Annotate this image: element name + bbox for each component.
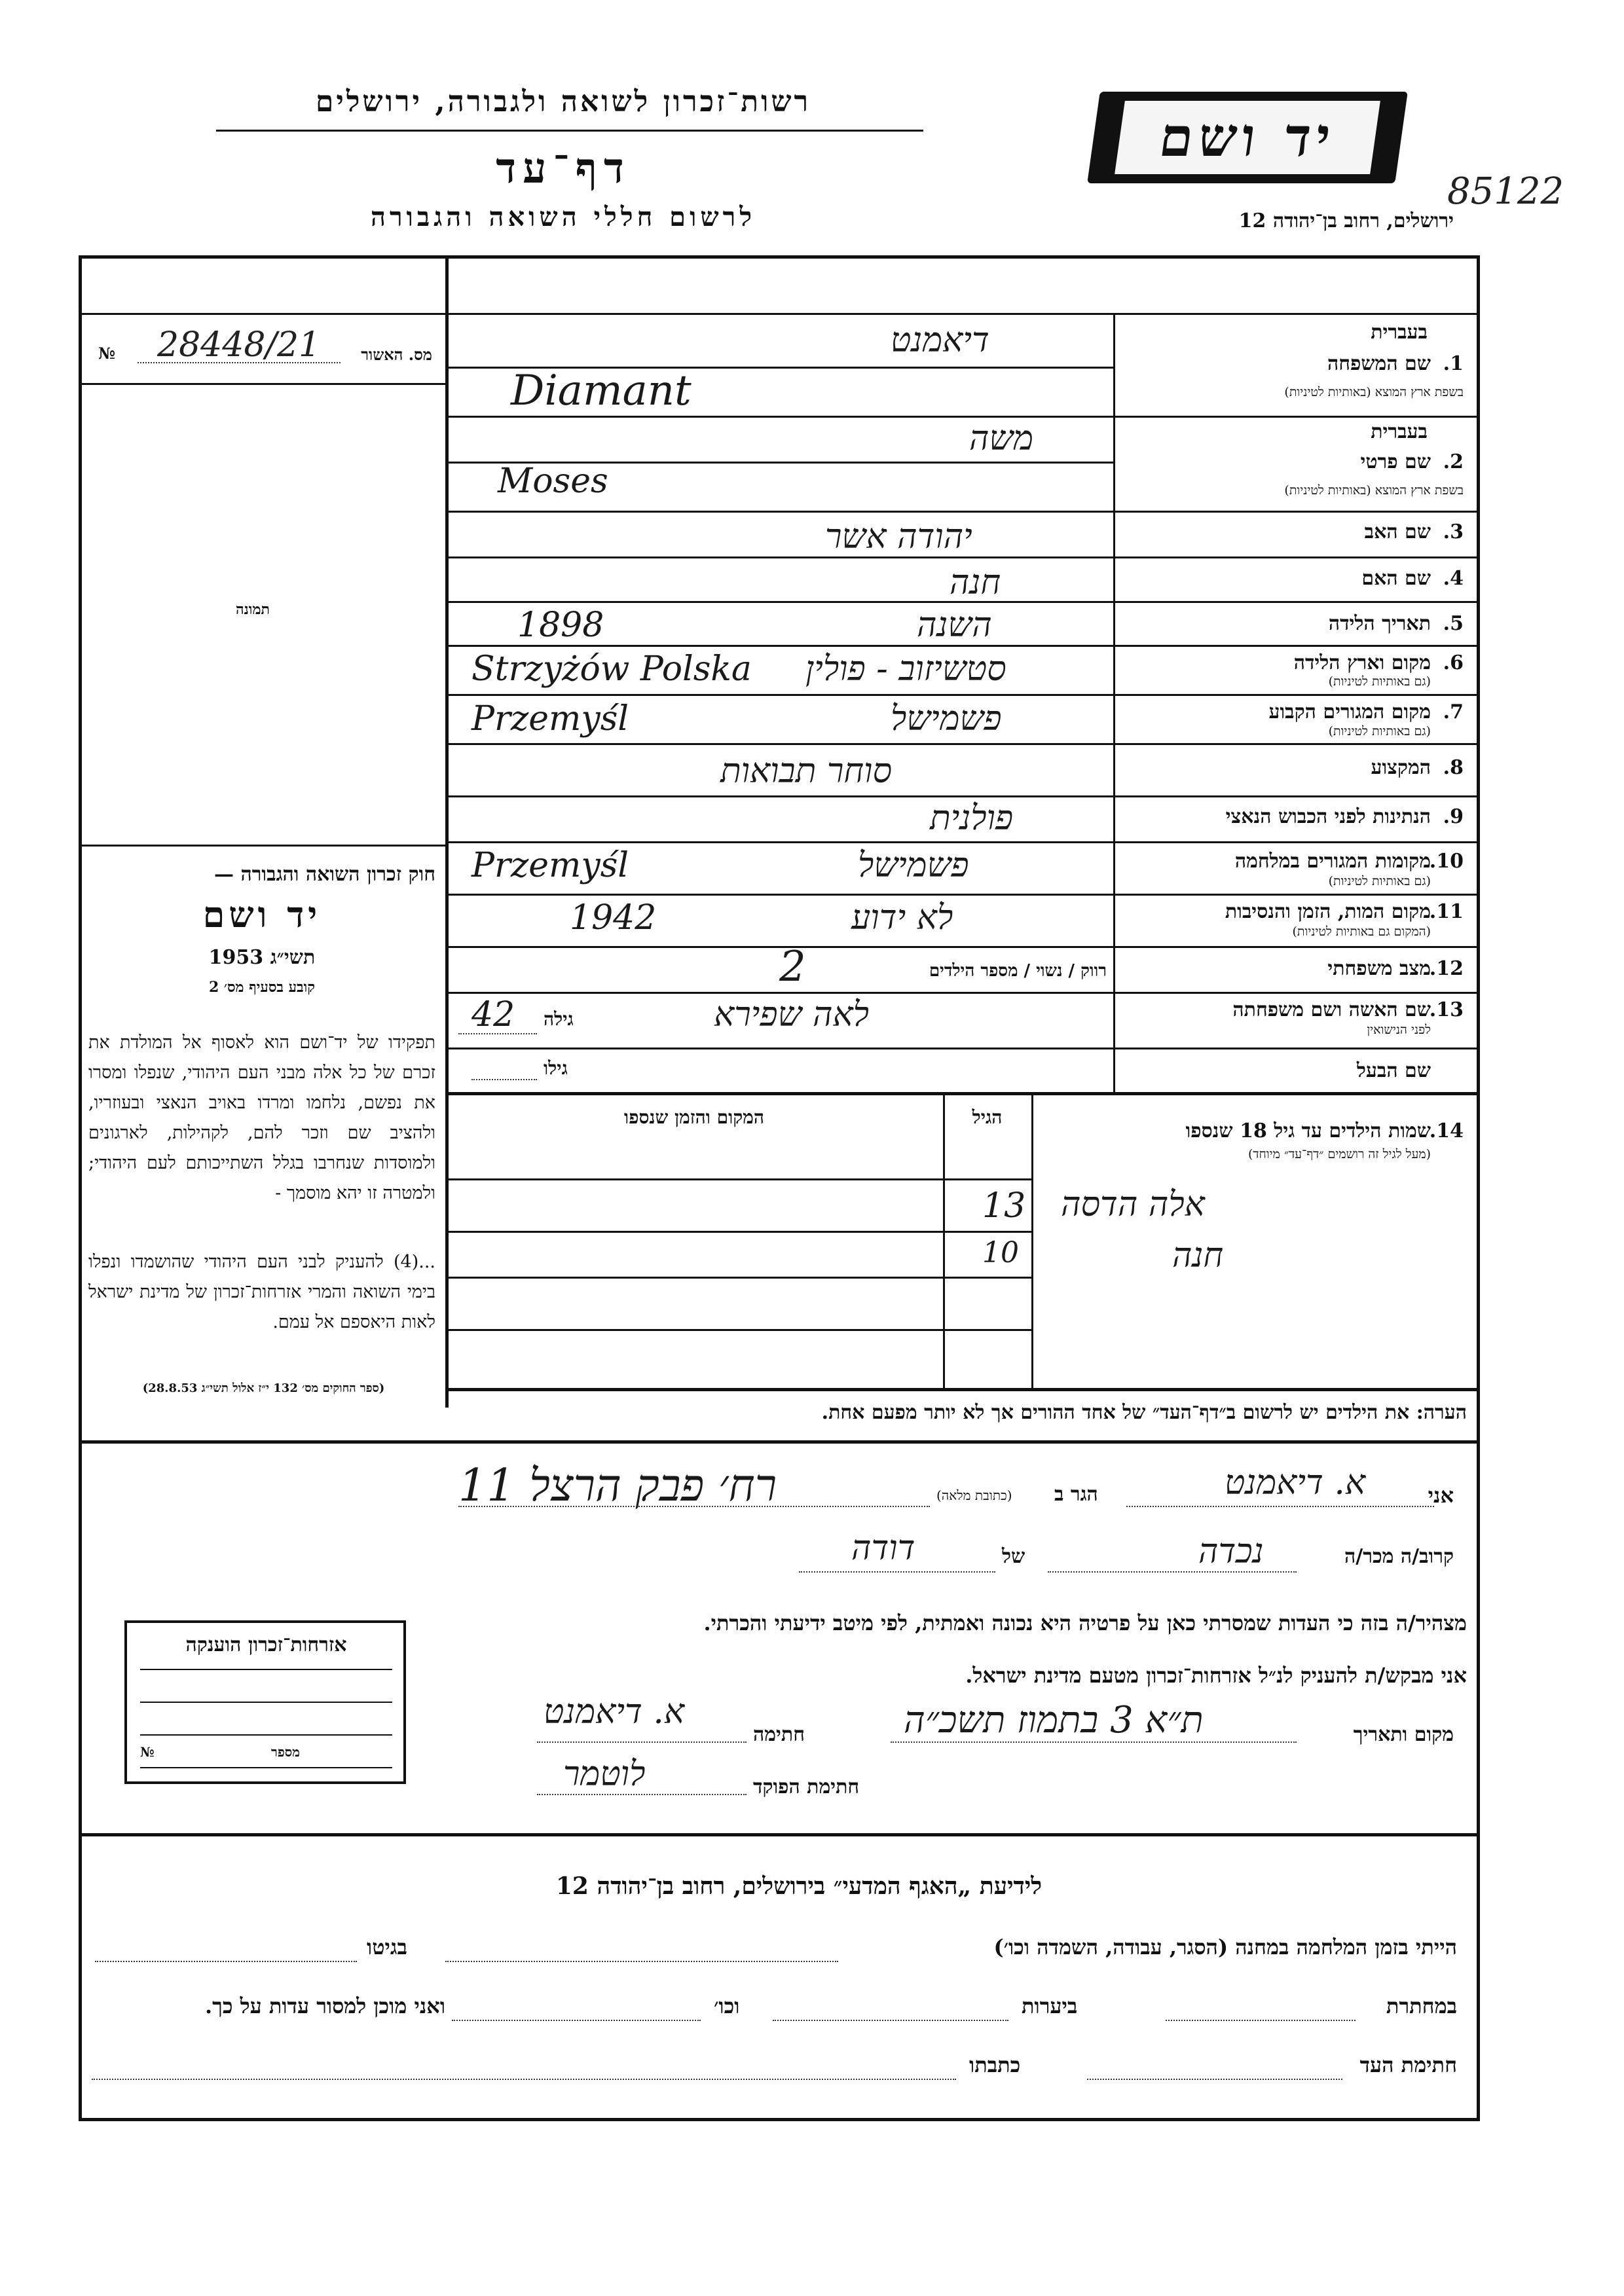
row-sep-12	[445, 992, 1480, 994]
photo-bottom-line	[79, 845, 445, 847]
officer-signature: לוטמר	[563, 1755, 646, 1794]
children-age-col-right	[1031, 1092, 1033, 1388]
field-7-note: (גם באותיות לטיניות)	[1328, 724, 1431, 738]
citizenship-box	[124, 1620, 406, 1784]
children-note: (מעל לגיל זה רושמים ״דף־עד״ מיוחד)	[1248, 1147, 1431, 1161]
declarant-address-dots	[458, 1506, 930, 1507]
field-2-note: בשפת ארץ המוצא (באותיות לטיניות)	[1284, 483, 1464, 498]
children-header-line	[445, 1178, 1031, 1180]
place-date-value: ת״א 3 בתמוז תשכ״ה	[904, 1699, 1204, 1741]
approval-dots	[138, 362, 341, 363]
footer-ghetto-dots	[95, 1961, 357, 1962]
declarant-relation-dots	[1048, 1571, 1297, 1573]
children-row-line-1	[445, 1231, 1031, 1233]
remark-text: הערה: את הילדים יש לרשום ב״דף־העד״ של אחד ההורים אך לא יותר מפעם אחת.	[821, 1401, 1467, 1424]
footer-line2-b: ביערות	[1022, 1994, 1078, 2018]
signature-dots	[537, 1741, 747, 1743]
declarant-relation-value: נכדה	[1198, 1532, 1264, 1571]
citizenship-line-2	[140, 1702, 392, 1703]
row-sep-1	[445, 416, 1480, 418]
law-clause: קובע בסעיף מס׳ 2	[208, 979, 316, 996]
declarant-statement: מצהיר/ה בזה כי העדות שמסרתי כאן על פרטיה היא נכונה ואמתית, לפי מיטב ידיעתי והכרתי.	[703, 1611, 1467, 1635]
handwritten-file-number: 85122	[1447, 170, 1564, 213]
approval-number-value: 28448/21	[157, 325, 321, 365]
field-2-value-hebrew: משה	[969, 419, 1034, 458]
field-13-value-hebrew: לאה שפירא	[714, 995, 869, 1034]
field-6-note: (גם באותיות לטיניות)	[1328, 674, 1431, 689]
field-12-label: מצב משפחתי	[1327, 957, 1431, 980]
field-7-value-latin: Przemyśl	[471, 699, 629, 738]
declarant-full-address: (כתובת מלאה)	[936, 1487, 1012, 1503]
row-sep-3	[445, 556, 1480, 558]
field-11-value-year: 1942	[570, 898, 657, 938]
field-7-label: מקום המגורים הקבוע	[1268, 701, 1431, 723]
footer-title: לידיעת „האגף המדעי״ בירושלים, רחוב בן־יהודה 12	[555, 1872, 1043, 1900]
row-sep-11	[445, 946, 1480, 948]
children-label: שמות הילדים עד גיל 18 שנספו	[1185, 1120, 1431, 1142]
child-1-name: אלה הדסה	[1061, 1185, 1205, 1224]
footer-etc-dots	[452, 2020, 701, 2021]
declarant-relation-label: קרוב/ה מכר/ה	[1344, 1545, 1454, 1568]
signature-label: חתימה	[753, 1723, 805, 1746]
field-13-num: 13.	[1429, 998, 1464, 1021]
footer-line2-a: במחתרת	[1386, 1994, 1457, 2018]
row-sep-9	[445, 841, 1480, 843]
children-row-line-3	[445, 1329, 1031, 1331]
footer-top-line	[79, 1833, 1480, 1836]
footer-line1-b: בגיטו	[367, 1935, 407, 1959]
field-3-value: יהודה אשר	[825, 517, 972, 556]
remark-bottom-line	[79, 1440, 1480, 1444]
field-11-num: 11.	[1429, 900, 1464, 923]
footer-underground-dots	[1166, 2020, 1356, 2021]
label-column-divider	[1113, 313, 1115, 1092]
children-age-col-left	[943, 1092, 945, 1388]
field-4-value: חנה	[950, 563, 1001, 602]
declarant-ani: אני	[1428, 1483, 1454, 1508]
husband-age-dots	[471, 1079, 537, 1080]
header-address: ירושלים, רחוב בן־יהודה 12	[1238, 210, 1454, 232]
footer-line2-d: ואני מוכן למסור עדות על כך.	[204, 1994, 445, 2018]
field-5-value-hebrew: השנה	[917, 606, 992, 645]
row-sep-14	[445, 1092, 1480, 1095]
child-2-age: 10	[982, 1236, 1019, 1269]
approval-label: מס. האשור	[361, 345, 432, 364]
declarant-address-value: רח׳ פבק הרצל 11	[458, 1460, 777, 1512]
field-13-note: לפני הנישואין	[1367, 1023, 1431, 1037]
field-5-label: תאריך הלידה	[1328, 612, 1431, 635]
field-10-value-latin: Przemyśl	[471, 846, 629, 885]
field-10-note: (גם באותיות לטיניות)	[1328, 874, 1431, 888]
footer-address-dots	[92, 2079, 956, 2080]
top-band-line	[79, 313, 1480, 315]
field-10-label: מקומות המגורים במלחמה	[1234, 850, 1431, 873]
husband-age-label: גילו	[544, 1057, 568, 1079]
authority-underline	[216, 130, 923, 132]
field-10-value-hebrew: פשמישל	[858, 846, 969, 885]
row-sep-8	[445, 795, 1480, 797]
row-sep-6	[445, 694, 1480, 696]
husband-label: שם הבעל	[1356, 1059, 1431, 1082]
declarant-resides: הגר ב	[1054, 1483, 1098, 1506]
place-date-dots	[891, 1741, 1297, 1743]
footer-camp-dots	[445, 1961, 838, 1962]
field-5-num: 5.	[1443, 612, 1464, 635]
authority-title: רשות־זכרון לשואה ולגבורה, ירושלים	[315, 85, 811, 118]
citizenship-no: №	[140, 1744, 155, 1760]
children-row-line-2	[445, 1277, 1031, 1279]
law-source: (ספר החוקים מס׳ 132 י״ז אלול תשי״ג 28.8.53)	[142, 1381, 385, 1395]
field-11-note: (המקום גם באותיות לטיניות)	[1292, 924, 1431, 939]
field-13-label: שם האשה ושם משפחתה	[1232, 998, 1431, 1021]
field-3-label: שם האב	[1364, 520, 1431, 543]
citizenship-line-4	[140, 1767, 392, 1768]
children-col-place: המקום והזמן שנספו	[624, 1106, 764, 1128]
law-body: תפקידו של יד־ושם הוא לאסוף אל המולדת את זכרם של כל אלה מבני העם היהודי, שנפלו ומסרו את נפשם, נלחמו ומרדו באויב הנאצי ובעוזריו, ולהציב שם וזכר להם, לקהילות, לארגונים ולמוסדות שנחרבו בגלל השתייכותם לעם היהודי; ולמטרה זו יהא מוסמך -	[88, 1032, 435, 1203]
field-8-num: 8.	[1443, 756, 1464, 779]
declarant-of-value: דודה	[851, 1529, 915, 1568]
law-name: יד ושם	[202, 894, 322, 936]
field-11-value-hebrew: לא ידוע	[851, 898, 953, 938]
declarant-request: אני מבקש/ת להעניק לנ״ל אזרחות־זכרון מטעם מדינת ישראל.	[965, 1663, 1467, 1688]
law-title: חוק זכרון השואה והגבורה —	[214, 863, 435, 886]
field-2-num: 2.	[1443, 450, 1464, 473]
field-2-label: שם פרטי	[1360, 450, 1431, 473]
row-sep-13	[445, 1048, 1480, 1049]
field-12-num: 12.	[1429, 957, 1464, 980]
field-5-value: 1898	[517, 606, 604, 645]
row-sep-5	[445, 645, 1480, 647]
left-column-divider	[445, 255, 449, 1408]
row-sep-10	[445, 894, 1480, 896]
field-13-age-label: גילה	[544, 1008, 574, 1030]
form-subtitle: לרשום חללי השואה והגבורה	[370, 202, 756, 232]
field-13-age-value: 42	[471, 995, 515, 1034]
citizenship-line-1	[140, 1669, 392, 1670]
field-1-value-hebrew: דיאמנט	[891, 321, 989, 360]
field-9-num: 9.	[1443, 805, 1464, 828]
field-4-num: 4.	[1443, 567, 1464, 590]
footer-line3-b: כתבתו	[969, 2052, 1021, 2077]
field-2-value-latin: Moses	[498, 462, 608, 501]
row-sep-2	[445, 511, 1480, 513]
approval-number-row	[85, 325, 439, 370]
declarant-of-label: של	[1002, 1545, 1025, 1568]
field-12-children-count: 2	[779, 943, 806, 991]
law-clause-4: ...(4) להעניק לבני העם היהודי שהושמדו ונפלו בימי השואה והמרי אזרחות־זכרון של מדינת ישראל לאות היאספם אל עמם.	[88, 1252, 435, 1332]
field-1-num: 1.	[1443, 352, 1464, 375]
field-10-num: 10.	[1429, 850, 1464, 873]
footer-forest-dots	[773, 2020, 1008, 2021]
child-2-name: חנה	[1172, 1236, 1224, 1275]
photo-label: תמונה	[236, 601, 270, 618]
citizenship-title: אזרחות־זכרון הוענקה	[185, 1633, 347, 1656]
children-num: 14.	[1429, 1120, 1464, 1142]
footer-witness-signature-dots	[1087, 2079, 1342, 2080]
field-4-label: שם האם	[1361, 567, 1431, 590]
field-1-value-latin: Diamant	[511, 367, 692, 415]
field-8-value: סוחר תבואות	[720, 752, 893, 791]
field-7-value-hebrew: פשמישל	[891, 699, 1002, 738]
logo-text: יד ושם	[1115, 101, 1380, 174]
row-sep-7	[445, 743, 1480, 745]
signature-value: א. דיאמנט	[544, 1692, 685, 1732]
place-date-label: מקום ותאריך	[1353, 1723, 1454, 1746]
officer-label: חתימת הפוקד	[753, 1776, 860, 1798]
field-1-label: שם המשפחה	[1327, 352, 1431, 375]
child-1-age: 13	[982, 1186, 1026, 1226]
declarant-name-dots	[1126, 1506, 1434, 1507]
citizenship-number-label: מספר	[271, 1744, 300, 1760]
field-8-label: המקצוע	[1371, 756, 1431, 779]
field-3-num: 3.	[1443, 520, 1464, 543]
citizenship-line-3	[140, 1734, 392, 1736]
field-13-age-dots	[458, 1033, 537, 1034]
field-6-label: מקום וארץ הלידה	[1293, 651, 1431, 674]
field-9-value: פולנית	[930, 799, 1014, 838]
field-2-hebrew-tag: בעברית	[1371, 420, 1428, 443]
footer-line1-a: הייתי בזמן המלחמה במחנה (הסגר, עבודה, השמדה וכו׳)	[993, 1935, 1457, 1959]
field-11-label: מקום המות, הזמן והנסיבות	[1225, 900, 1431, 923]
children-col-age: הגיל	[972, 1106, 1003, 1128]
field-7-num: 7.	[1443, 701, 1464, 723]
footer-line2-c: וכו׳	[714, 1994, 740, 2018]
officer-dots	[537, 1794, 747, 1795]
field-6-value-hebrew: סטשיזוב - פולין	[805, 649, 1006, 689]
approval-line	[79, 383, 445, 385]
children-bottom-line	[445, 1388, 1480, 1391]
field-1-note: בשפת ארץ המוצא (באותיות לטיניות)	[1284, 385, 1464, 399]
field-6-value-latin: Strzyżów Polska	[471, 649, 752, 689]
field-6-num: 6.	[1443, 651, 1464, 674]
field-12-status-text: רווק / נשוי / מספר הילדים	[929, 961, 1107, 981]
field-9-label: הנתינות לפני הכבוש הנאצי	[1225, 805, 1431, 828]
approval-no-sign: №	[98, 344, 116, 363]
field-1-hebrew-tag: בעברית	[1371, 321, 1428, 344]
declarant-name: א. דיאמנט	[1225, 1463, 1366, 1503]
yad-vashem-logo	[1087, 92, 1408, 183]
footer-line3-a: חתימת העד	[1359, 2052, 1457, 2077]
law-year: תשי״ג 1953	[208, 946, 316, 969]
declarant-of-dots	[799, 1571, 995, 1573]
form-title: דף־עד	[496, 144, 631, 193]
